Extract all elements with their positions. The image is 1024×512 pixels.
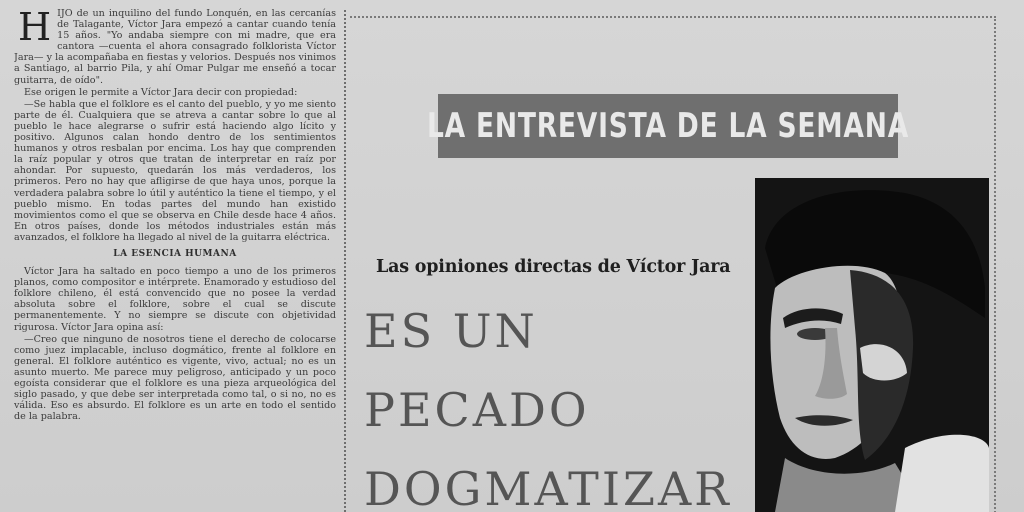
article-paragraph: Víctor Jara ha saltado en poco tiempo a uno de los primeros planos, como compositor e intérprete. Enamorado y estudioso del folklore chileno, él está convencido que no posee la verdad absoluta sobre el folklore, sobre el cual se discute permanentemente. Y no siempre se discute con objetividad rigurosa. Víctor Jara opina así: xyxy=(14,266,336,333)
portrait-image xyxy=(755,178,989,512)
portrait-photo xyxy=(755,178,989,512)
banner-title: LA ENTREVISTA DE LA SEMANA xyxy=(426,106,910,146)
interview-subtitle: Las opiniones directas de Víctor Jara xyxy=(376,257,731,277)
column-divider xyxy=(344,10,346,512)
dropcap: H xyxy=(18,8,52,49)
headline-line-2: PECADO xyxy=(364,383,590,437)
headline-line-1: ES UN xyxy=(364,304,538,358)
article-paragraph: Ese origen le permite a Víctor Jara decir con propiedad: xyxy=(24,86,298,98)
section-subhead: LA ESENCIA HUMANA xyxy=(113,248,237,259)
article-paragraph: —Se habla que el folklore es el canto del pueblo, y yo me siento parte de él. Cualquiera que se atreva a cantar sobre lo que al pueblo le hace alegrarse o sufrir está haciendo algo lícito y positivo. Algunos calan hondo dentro de los sentimientos humanos y otros resbalan por encima. Los hay que comprenden la raíz popular y otros que tratan de interpretar en raíz por ahondar. Por supuesto, quedarán los más verdaderos, los primeros. Pero no hay que afligirse de que haya unos, porque la verdadera palabra sobre lo útil y auténtico la tiene el tiempo, y el pueblo mismo. En todas partes del mundo han existido movimientos como el que se observa en Chile desde hace 4 años. En otros países, donde los métodos industriales están más avanzados, el folklore ha llegado al nivel de la guitarra eléctrica. xyxy=(14,98,336,243)
section-banner xyxy=(426,94,910,158)
article-paragraph: —Creo que ninguno de nosotros tiene el derecho de colocarse como juez implacable, incluso dogmático, frente al folklore en general. El folklore auténtico es vigente, vivo, actual; no es un asunto muerto. Me parece muy peligroso, anticipado y un poco egoísta considerar que el folklore es una pieza arqueológica del siglo pasado, y que debe ser interpretada como tal, o si no, no es válida. Eso es absurdo. El folklore es un arte en todo el sentido de la palabra. xyxy=(14,333,336,423)
article-column xyxy=(14,8,336,512)
headline-line-3: DOGMATIZAR xyxy=(364,462,732,512)
article-paragraph: IJO de un inquilino del fundo Lonquén, en las cercanías de Talagante, Víctor Jara empezó a cantar cuando tenía 15 años. "Yo andaba siempre con mi madre, que era cantora —cuenta el ahora consagrado folklorista Víctor Jara— y la acompañaba en fiestas y velorios. Después nos vinimos a Santiago, al barrio Pila, y ahí Omar Pulgar me enseñó a tocar guitarra, de oído". xyxy=(14,8,336,86)
